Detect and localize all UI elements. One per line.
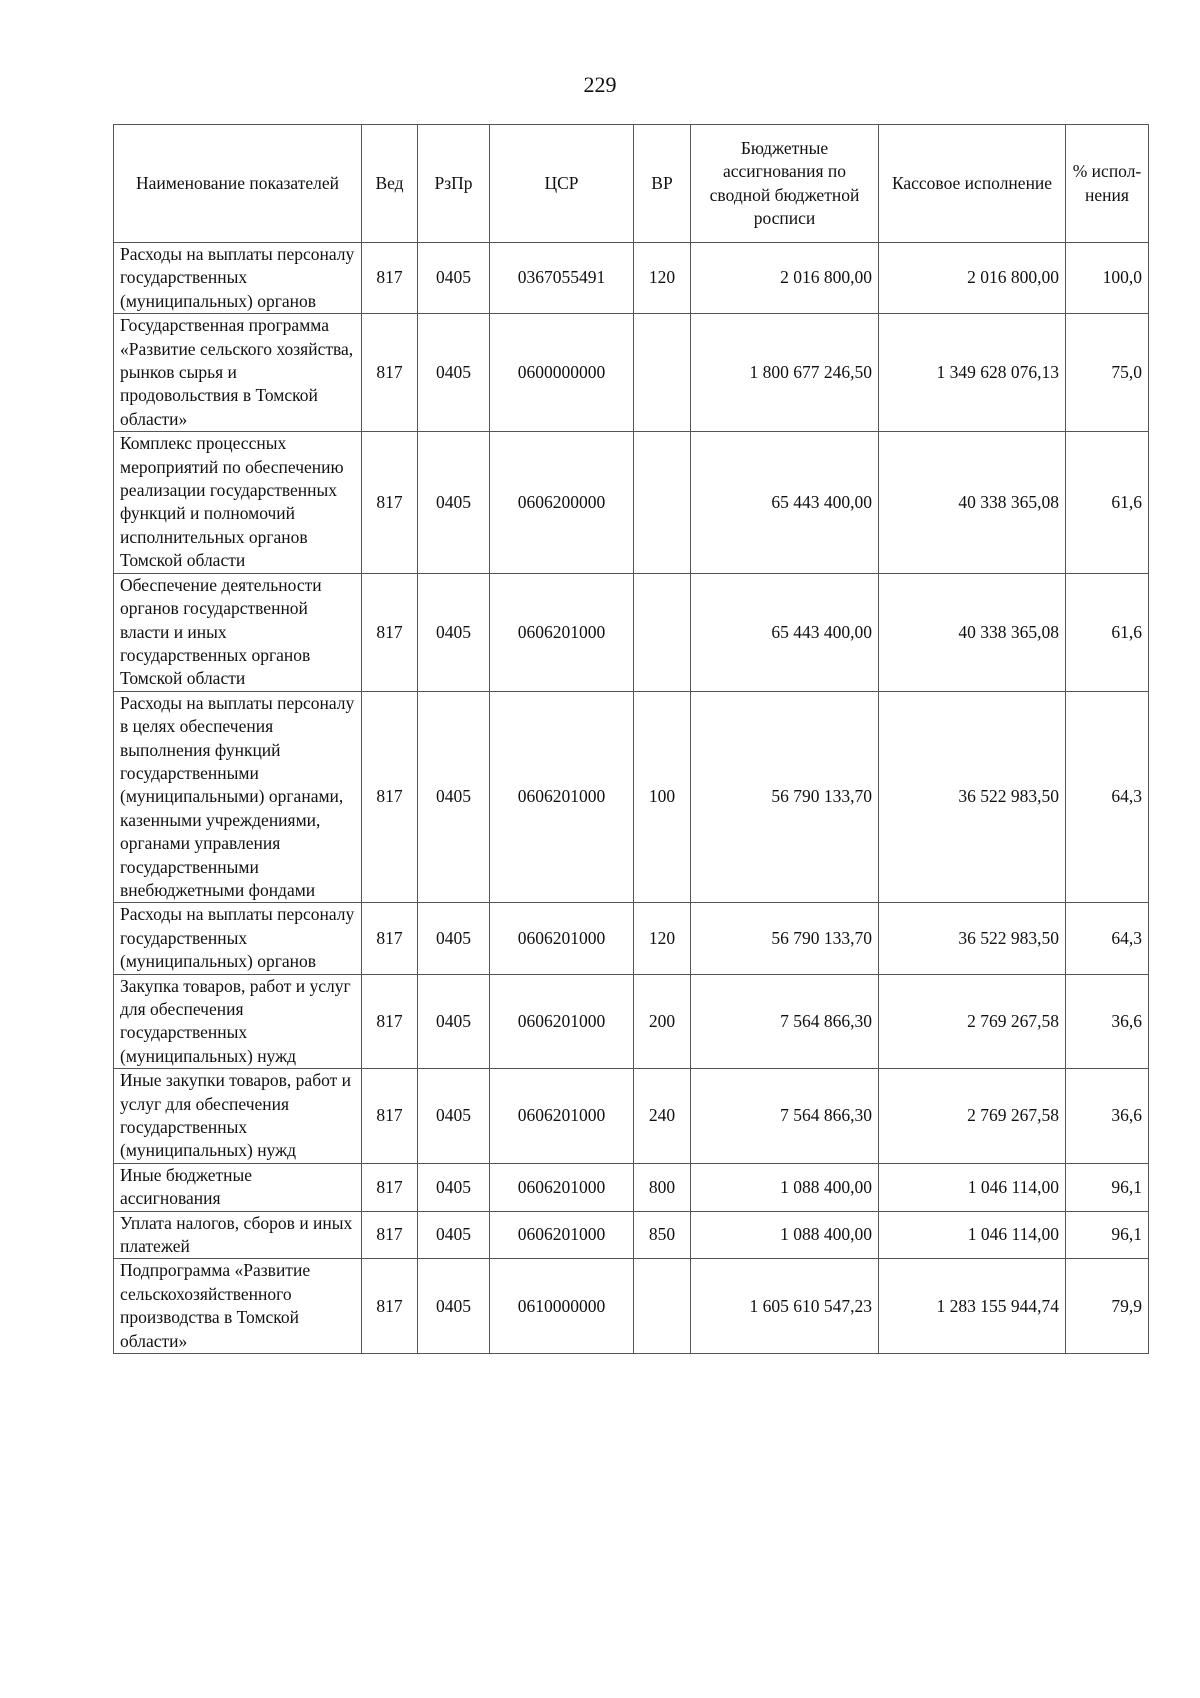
cell-rzpr: 0405 (418, 903, 490, 974)
cell-name: Расходы на выплаты персоналу государственных (муниципальных) органов (114, 903, 362, 974)
cell-csr: 0606201000 (490, 1069, 634, 1164)
cell-assignments: 7 564 866,30 (691, 974, 879, 1069)
cell-assignments: 65 443 400,00 (691, 573, 879, 691)
cell-cash-execution: 36 522 983,50 (879, 903, 1066, 974)
cell-assignments: 65 443 400,00 (691, 432, 879, 573)
table-row (114, 1069, 1149, 1164)
table-row (114, 1259, 1149, 1354)
cell-cash-execution: 2 769 267,58 (879, 974, 1066, 1069)
cell-ved: 817 (362, 691, 418, 903)
table-row (114, 573, 1149, 691)
cell-vr: 120 (634, 903, 691, 974)
cell-csr: 0606201000 (490, 903, 634, 974)
cell-rzpr: 0405 (418, 573, 490, 691)
header-percent-execution: % испол-нения (1066, 125, 1149, 243)
cell-csr: 0606201000 (490, 1211, 634, 1259)
table-row (114, 1163, 1149, 1211)
cell-name: Комплекс процессных мероприятий по обеспечению реализации государственных функций и полномочий исполнительных органов Томской области (114, 432, 362, 573)
header-vr: ВР (634, 125, 691, 243)
cell-name: Подпрограмма «Развитие сельскохозяйственного производства в Томской области» (114, 1259, 362, 1354)
cell-assignments: 1 800 677 246,50 (691, 314, 879, 432)
cell-assignments: 1 088 400,00 (691, 1163, 879, 1211)
cell-percent-execution: 61,6 (1066, 432, 1149, 573)
cell-assignments: 56 790 133,70 (691, 691, 879, 903)
cell-name: Иные бюджетные ассигнования (114, 1163, 362, 1211)
cell-vr (634, 432, 691, 573)
table-header-row (114, 125, 1149, 243)
header-rzpr: РзПр (418, 125, 490, 243)
table-row (114, 903, 1149, 974)
cell-name: Обеспечение деятельности органов государственной власти и иных государственных органов Томской области (114, 573, 362, 691)
cell-cash-execution: 1 283 155 944,74 (879, 1259, 1066, 1354)
cell-assignments: 7 564 866,30 (691, 1069, 879, 1164)
cell-csr: 0606201000 (490, 974, 634, 1069)
table-row (114, 314, 1149, 432)
cell-percent-execution: 100,0 (1066, 243, 1149, 314)
cell-assignments: 56 790 133,70 (691, 903, 879, 974)
cell-ved: 817 (362, 974, 418, 1069)
cell-cash-execution: 1 349 628 076,13 (879, 314, 1066, 432)
cell-name: Расходы на выплаты персоналу государственных (муниципальных) органов (114, 243, 362, 314)
cell-percent-execution: 61,6 (1066, 573, 1149, 691)
cell-csr: 0600000000 (490, 314, 634, 432)
table-row (114, 974, 1149, 1069)
cell-ved: 817 (362, 1259, 418, 1354)
cell-vr: 120 (634, 243, 691, 314)
cell-cash-execution: 2 769 267,58 (879, 1069, 1066, 1164)
budget-execution-table (113, 124, 1149, 1354)
cell-percent-execution: 36,6 (1066, 974, 1149, 1069)
cell-vr: 200 (634, 974, 691, 1069)
cell-name: Закупка товаров, работ и услуг для обеспечения государственных (муниципальных) нужд (114, 974, 362, 1069)
cell-csr: 0606201000 (490, 691, 634, 903)
cell-csr: 0606201000 (490, 573, 634, 691)
cell-percent-execution: 36,6 (1066, 1069, 1149, 1164)
cell-assignments: 2 016 800,00 (691, 243, 879, 314)
cell-rzpr: 0405 (418, 691, 490, 903)
cell-cash-execution: 40 338 365,08 (879, 573, 1066, 691)
cell-vr: 240 (634, 1069, 691, 1164)
cell-name: Расходы на выплаты персоналу в целях обеспечения выполнения функций государственными (муниципальными) органами, казенными учреждениями, органами управления государственными внебюджетными фондами (114, 691, 362, 903)
cell-cash-execution: 1 046 114,00 (879, 1211, 1066, 1259)
cell-name: Иные закупки товаров, работ и услуг для обеспечения государственных (муниципальных) нужд (114, 1069, 362, 1164)
cell-csr: 0606200000 (490, 432, 634, 573)
cell-percent-execution: 96,1 (1066, 1163, 1149, 1211)
cell-vr: 100 (634, 691, 691, 903)
header-name: Наименование показателей (114, 125, 362, 243)
cell-rzpr: 0405 (418, 974, 490, 1069)
cell-name: Уплата налогов, сборов и иных платежей (114, 1211, 362, 1259)
cell-assignments: 1 088 400,00 (691, 1211, 879, 1259)
table-row (114, 1211, 1149, 1259)
cell-rzpr: 0405 (418, 243, 490, 314)
cell-percent-execution: 64,3 (1066, 903, 1149, 974)
cell-rzpr: 0405 (418, 1069, 490, 1164)
cell-percent-execution: 75,0 (1066, 314, 1149, 432)
cell-rzpr: 0405 (418, 1259, 490, 1354)
cell-csr: 0367055491 (490, 243, 634, 314)
cell-vr (634, 573, 691, 691)
cell-ved: 817 (362, 314, 418, 432)
cell-csr: 0610000000 (490, 1259, 634, 1354)
cell-ved: 817 (362, 573, 418, 691)
header-assignments: Бюджетные ассигнования по сводной бюджетной росписи (691, 125, 879, 243)
cell-rzpr: 0405 (418, 432, 490, 573)
cell-rzpr: 0405 (418, 1163, 490, 1211)
cell-cash-execution: 36 522 983,50 (879, 691, 1066, 903)
cell-name: Государственная программа «Развитие сельского хозяйства, рынков сырья и продовольствия в Томской области» (114, 314, 362, 432)
cell-cash-execution: 40 338 365,08 (879, 432, 1066, 573)
cell-ved: 817 (362, 1211, 418, 1259)
cell-rzpr: 0405 (418, 1211, 490, 1259)
cell-csr: 0606201000 (490, 1163, 634, 1211)
cell-percent-execution: 79,9 (1066, 1259, 1149, 1354)
cell-rzpr: 0405 (418, 314, 490, 432)
cell-ved: 817 (362, 1069, 418, 1164)
page-number: 229 (583, 72, 617, 97)
table-row (114, 243, 1149, 314)
cell-ved: 817 (362, 243, 418, 314)
cell-cash-execution: 1 046 114,00 (879, 1163, 1066, 1211)
cell-cash-execution: 2 016 800,00 (879, 243, 1066, 314)
header-cash-execution: Кассовое исполнение (879, 125, 1066, 243)
cell-ved: 817 (362, 432, 418, 573)
cell-ved: 817 (362, 903, 418, 974)
cell-percent-execution: 64,3 (1066, 691, 1149, 903)
cell-percent-execution: 96,1 (1066, 1211, 1149, 1259)
cell-vr (634, 314, 691, 432)
cell-vr (634, 1259, 691, 1354)
cell-vr: 800 (634, 1163, 691, 1211)
cell-ved: 817 (362, 1163, 418, 1211)
cell-assignments: 1 605 610 547,23 (691, 1259, 879, 1354)
header-ved: Вед (362, 125, 418, 243)
table-row (114, 691, 1149, 903)
table-row (114, 432, 1149, 573)
cell-vr: 850 (634, 1211, 691, 1259)
header-csr: ЦСР (490, 125, 634, 243)
